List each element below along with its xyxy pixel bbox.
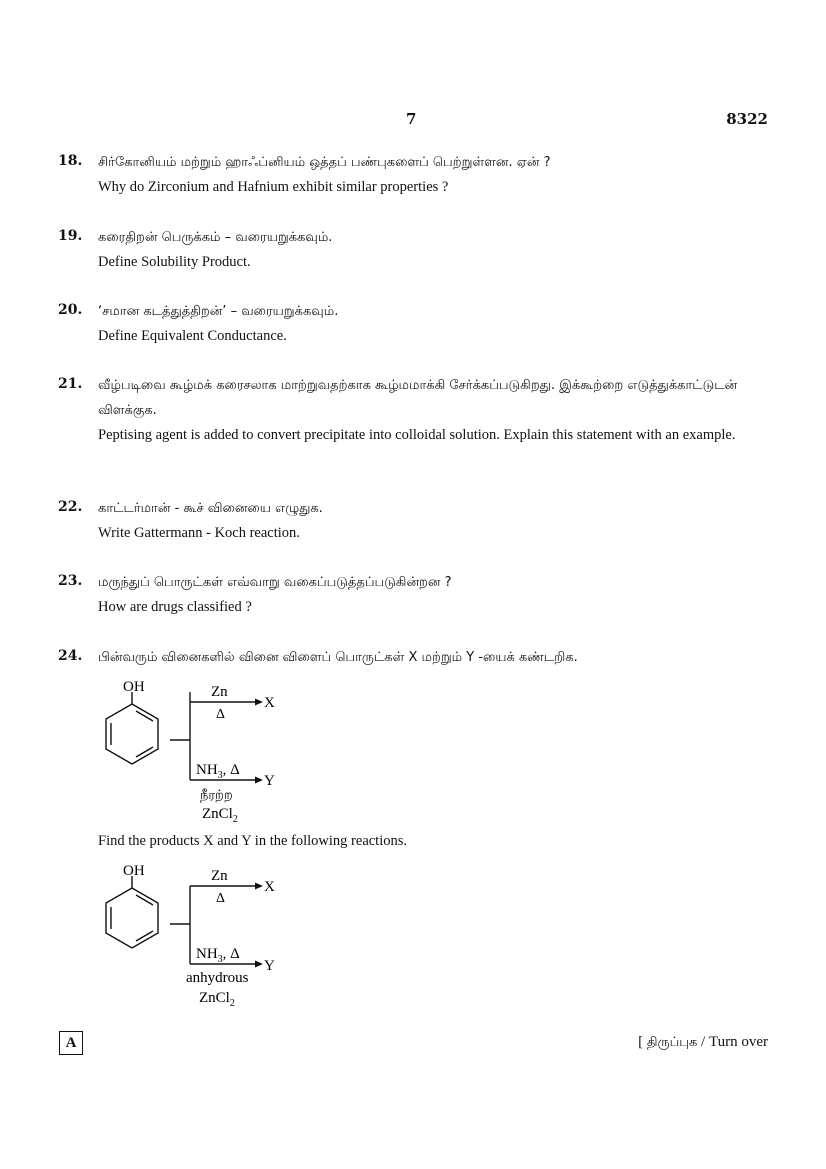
reagent-bottom-label: $NH_3$, Δ <box>196 762 240 781</box>
question-text-english: Define Equivalent Conductance. <box>98 328 287 344</box>
question-text-english: Write Gattermann - Koch reaction. <box>98 525 300 541</box>
question-number: 19. <box>58 228 83 244</box>
reaction-diagram-tamil <box>98 676 298 830</box>
product-x-label: X <box>264 879 275 895</box>
question-number: 18. <box>58 153 83 169</box>
question-24-english <box>58 829 768 853</box>
turn-over-note: [ திருப்புக / Turn over <box>638 1034 768 1050</box>
reaction-scheme <box>98 860 298 1010</box>
descriptor-label: anhydrous <box>186 970 249 986</box>
question-text-tamil: கரைதிறன் பெருக்கம் – வரையறுக்கவும். <box>98 230 333 245</box>
question-text-english: Peptising agent is added to convert precipitate into colloidal solution. Explain this statement with an example. <box>98 427 736 443</box>
question-number: 21. <box>58 376 83 392</box>
question-22 <box>58 496 768 545</box>
catalyst-label: ZnCl$_2$ <box>199 990 235 1009</box>
question-text-tamil: பின்வரும் வினைகளில் வினை விளைப் பொருட்கள் X மற்றும் Y -யைக் கண்டறிக. <box>98 650 578 665</box>
question-19 <box>58 225 768 274</box>
descriptor-label: நீரற்ற <box>200 788 233 803</box>
question-23 <box>58 570 768 619</box>
page-number: 7 <box>406 110 417 128</box>
series-letter-box: A <box>59 1031 83 1055</box>
reaction-scheme <box>98 676 298 826</box>
reagent-top-label: Zn <box>211 684 228 700</box>
product-x-label: X <box>264 695 275 711</box>
question-number: 24. <box>58 648 83 664</box>
condition-top-label: Δ <box>216 707 226 722</box>
question-text-tamil: சிர்கோனியம் மற்றும் ஹாஃப்னியம் ஒத்தப் பண்புகளைப் பெற்றுள்ளன. ஏன் ? <box>98 155 551 170</box>
question-24 <box>58 645 768 670</box>
question-text-tamil: மருந்துப் பொருட்கள் எவ்வாறு வகைப்படுத்தப்படுகின்றன ? <box>98 575 452 590</box>
question-number: 22. <box>58 499 83 515</box>
arrow-heads <box>255 883 263 968</box>
hydroxyl-group-label: OH <box>123 863 145 879</box>
hydroxyl-group-label: OH <box>123 679 145 695</box>
question-text-tamil: ‘சமான கடத்துத்திறன்’ – வரையறுக்கவும். <box>98 304 339 319</box>
product-y-label: Y <box>264 958 275 974</box>
reaction-diagram-english <box>98 860 298 1014</box>
question-text-tamil: காட்டர்மான் - கூச் வினையை எழுதுக. <box>98 501 323 516</box>
question-number: 20. <box>58 302 83 318</box>
arrow-heads <box>255 699 263 784</box>
reagent-bottom-label: $NH_3$, Δ <box>196 946 240 965</box>
question-number: 23. <box>58 573 83 589</box>
question-text-tamil: வீழ்படிவை கூழ்மக் கரைசலாக மாற்றுவதற்காக கூழ்மமாக்கி சேர்க்கப்படுகிறது. இக்கூற்றை எடுத்துக்காட்டுடன் விளக்குக. <box>98 378 738 418</box>
question-text-english: Find the products X and Y in the following reactions. <box>98 833 408 849</box>
question-text-english: How are drugs classified ? <box>98 599 252 615</box>
condition-top-label: Δ <box>216 891 226 906</box>
catalyst-label: ZnCl$_2$ <box>202 806 238 825</box>
question-20 <box>58 299 768 348</box>
question-text-english: Define Solubility Product. <box>98 254 251 270</box>
question-18 <box>58 150 768 199</box>
question-text-english: Why do Zirconium and Hafnium exhibit similar properties ? <box>98 179 449 195</box>
reagent-top-label: Zn <box>211 868 228 884</box>
page-header <box>0 110 826 132</box>
paper-code: 8322 <box>726 110 768 128</box>
question-21 <box>58 373 768 447</box>
product-y-label: Y <box>264 773 275 789</box>
